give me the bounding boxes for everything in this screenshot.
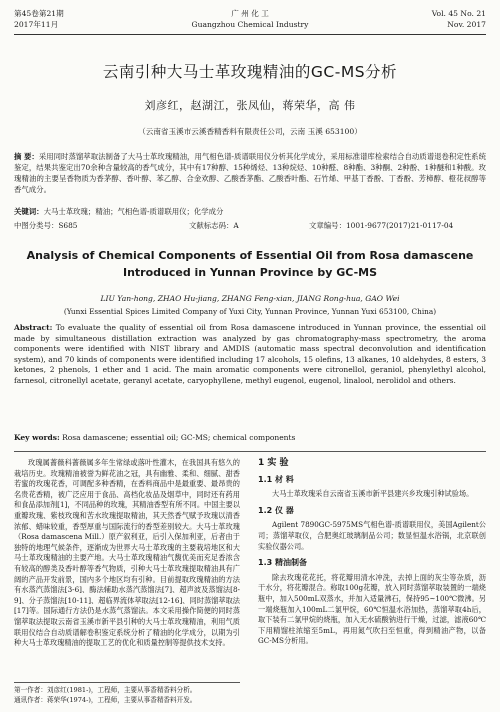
keywords-zh — [14, 206, 486, 217]
header-volume-en: Vol. 45 No. 21 — [431, 9, 486, 18]
abstract-en — [14, 323, 486, 387]
abstract-zh-label: 摘 要： — [14, 152, 39, 161]
subsection-heading-materials: 1.1 材 料 — [258, 474, 294, 484]
abstract-rule — [14, 451, 486, 452]
instruments-paragraph: Agilent 7890GC-5975MS气相色谱-质谱联用仪，美国Agilent公司；蒸馏萃取仪，合肥奥红玻璃制品公司；数显恒温水浴锅，北京联创实验仪器公司。 — [258, 520, 486, 551]
keywords-en — [14, 432, 486, 443]
journal-name-zh: 广 州 化 工 — [231, 9, 269, 18]
authors-en: LIU Yan-hong, ZHAO Hu-jiang, ZHANG Feng-xian, JIANG Rong-hua, GAO Wei — [100, 294, 400, 303]
section-heading-experiment: 1 实 验 — [258, 458, 289, 468]
abstract-en-text: To evaluate the quality of essential oil from Rosa damascene introduced in Yunnan province, the essential oil made by simultaneous distillation extraction was analyzed by gas chromatography-mass spectrometry, the aroma components were identified with NIST library and AMDIS (automatic mass spectral deconvolution and identification system), and 70 kinds of components were identified including 17 alcohols, 15 olefins, 13 alkanes, 10 aldehydes, 8 esters, 3 ketones, 2 phenols, 1 ether and 1 acid. The main aromatic components were citronellol, geraniol, phenylethyl alcohol, farnesol, citronellyl acetate, geranyl acetate, caryophyllene, methyl eugenol, eugenol, linalool, nerolidol and others. — [14, 323, 486, 385]
document-code: 文献标志码：A — [189, 221, 239, 230]
materials-paragraph: 大马士革玫瑰采自云南省玉溪市新平县建兴乡玫瑰引种试验场。 — [272, 489, 474, 499]
left-column — [14, 458, 240, 649]
author-footnote — [14, 682, 240, 705]
affiliation-zh: （云南省玉溪市云溪香精香料有限责任公司，云南 玉溪 653100） — [138, 127, 362, 136]
keywords-zh-label: 关键词： — [14, 207, 44, 216]
abstract-zh-text: 采用同时蒸馏萃取法制备了大马士革玫瑰精油，用气相色谱-质谱联用仪分析其化学成分，采用标准谱库检索结合自动质谱退卷积定性系统鉴定，结果共鉴定出70余种含量较高的香气成分，其中有17种醇、15种烯烃、13种烷烃、10种醛、8种酯、3种酮、2种酚、1种醚和1种酸。玫瑰精油的主要呈香物质为香茅醇、香叶醇、苯乙醇、合金欢醇、乙酸香茅酯、乙酸香叶酯、石竹烯、甲基丁香酚、丁香酚、芳樟醇、橙花叔醇等香气成分。 — [14, 152, 486, 194]
paper-title-en — [0, 247, 500, 281]
paper-title-en-line1: Analysis of Chemical Components of Essential Oil from Rosa damascene — [26, 249, 474, 262]
keywords-en-label: Key words: — [14, 433, 60, 442]
header-date-en: Nov. 2017 — [447, 20, 486, 29]
abstract-zh — [14, 151, 486, 195]
preparation-paragraph: 除去玫瑰花花托，将花瓣用清水冲洗，去掉上面的灰尘等杂质，沥干水分，将花瓣混合。称取100g花瓣，放入同时蒸馏萃取装置的一端烧瓶中，加入500mL双蒸水，并加入适量沸石，保持95~100℃微沸。另一端烧瓶加入100mL二氯甲烷，60℃恒温水浴加热，蒸馏萃取4h后，取下装有二氯甲烷的烧瓶，加入无水硫酸钠进行干燥，过滤，滤液60℃下用精馏柱浓缩至5mL，再用氮气吹扫至恒重，得到精油产物，以备GC-MS分析用。 — [258, 572, 486, 646]
first-author-note: 第一作者：刘彦红(1981-)，工程师，主要从事香精香料分析。 — [14, 686, 197, 694]
paper-title-en-line2: Introduced in Yunnan Province by GC-MS — [122, 266, 377, 279]
abstract-en-label: Abstract: — [14, 323, 53, 332]
introduction-paragraph: 玫瑰属蔷薇科蔷薇属多年生常绿或落叶性灌木，在我国具有悠久的栽培历史。玫瑰精油被誉为鲜花油之冠，具有幽雅、柔和、细腻、甜香若蜜的玫瑰花香，可调配多种香精，在香料商品中是最重要、最昂贵的名贵花香精，被广泛应用于食品、高档化妆品及烟草中，同时还有药用和食品添加剂[1]，不同品种的玫瑰，其精油香型有所不同。中国主要以重瓣玫瑰、紫枝玫瑰和苦水玫瑰提取精油，其天然香气赋予玫瑰以清香浓郁、蜡味较重，香型厚重与国际流行的香型差别较大。大马士革玫瑰（Rosa damascena Mill.）原产叙利亚，后引入保加利亚，后者由于独特的地理气候条件，逐渐成为世界大马士革玫瑰的主要栽培地区和大马士革玫瑰精油的主要产地。大马士革玫瑰精油气馥优美而充足香浓含有较高的醇类及香叶醇等香气物质，引种大马士革玫瑰提取精油具有广阔的产品开发前景，国内多个地区均有引种。目前提取玫瑰精油的方法有水蒸汽蒸馏法[3-6]、酶法辅助水蒸汽蒸馏法[7]、超声波及蒸馏法[8-9]、分子蒸馏法[10-11]、超临界流体萃取法[12-16]、同时蒸馏萃取法[17]等。国际通行方法仍是水蒸气蒸馏法。本文采用操作简便的同时蒸馏萃取法提取云南省玉溪市新平县引种的大马士革玫瑰精油，利用气质联用仪结合自动质谱解卷积鉴定系统分析了精油的化学成分，以期为引种大马士革玫瑰精油的提取工艺的优化和质量控制等提供技术支持。 — [14, 458, 240, 648]
authors-zh: 刘彦红，赵湖江，张凤仙，蒋荣华，高 伟 — [144, 99, 356, 112]
clc-number: 中图分类号：S685 — [14, 221, 78, 230]
affiliation-en: (Yunxi Essential Spices Limited Company of Yuxi City, Yunnan Province, Yunnan Yuxi 653100, China) — [63, 307, 437, 316]
right-column — [258, 458, 486, 647]
header-journal-name — [14, 8, 486, 30]
subsection-heading-preparation: 1.3 精油制备 — [258, 558, 307, 568]
header-date-zh: 2017年11月 — [14, 20, 59, 29]
header-volume: 第45卷第21期 — [14, 9, 64, 18]
paper-title-zh: 云南引种大马士革玫瑰精油的GC-MS分析 — [102, 63, 398, 81]
header-volume-info-en — [432, 8, 486, 30]
header-rule — [14, 34, 486, 35]
corresponding-author-note: 通讯作者：蒋荣华(1974-)，工程师，主要从事香精香料开发。 — [14, 696, 197, 704]
subsection-heading-instruments: 1.2 仪 器 — [258, 505, 294, 515]
keywords-en-text: Rosa damascene; essential oil; GC-MS; chemical components — [62, 433, 296, 442]
journal-name-en: Guangzhou Chemical Industry — [191, 20, 309, 29]
article-number: 文章编号：1001-9677(2017)21-0117-04 — [309, 221, 454, 230]
keywords-zh-text: 大马士革玫瑰；精油；气相色谱-质谱联用仪；化学成分 — [43, 207, 224, 216]
